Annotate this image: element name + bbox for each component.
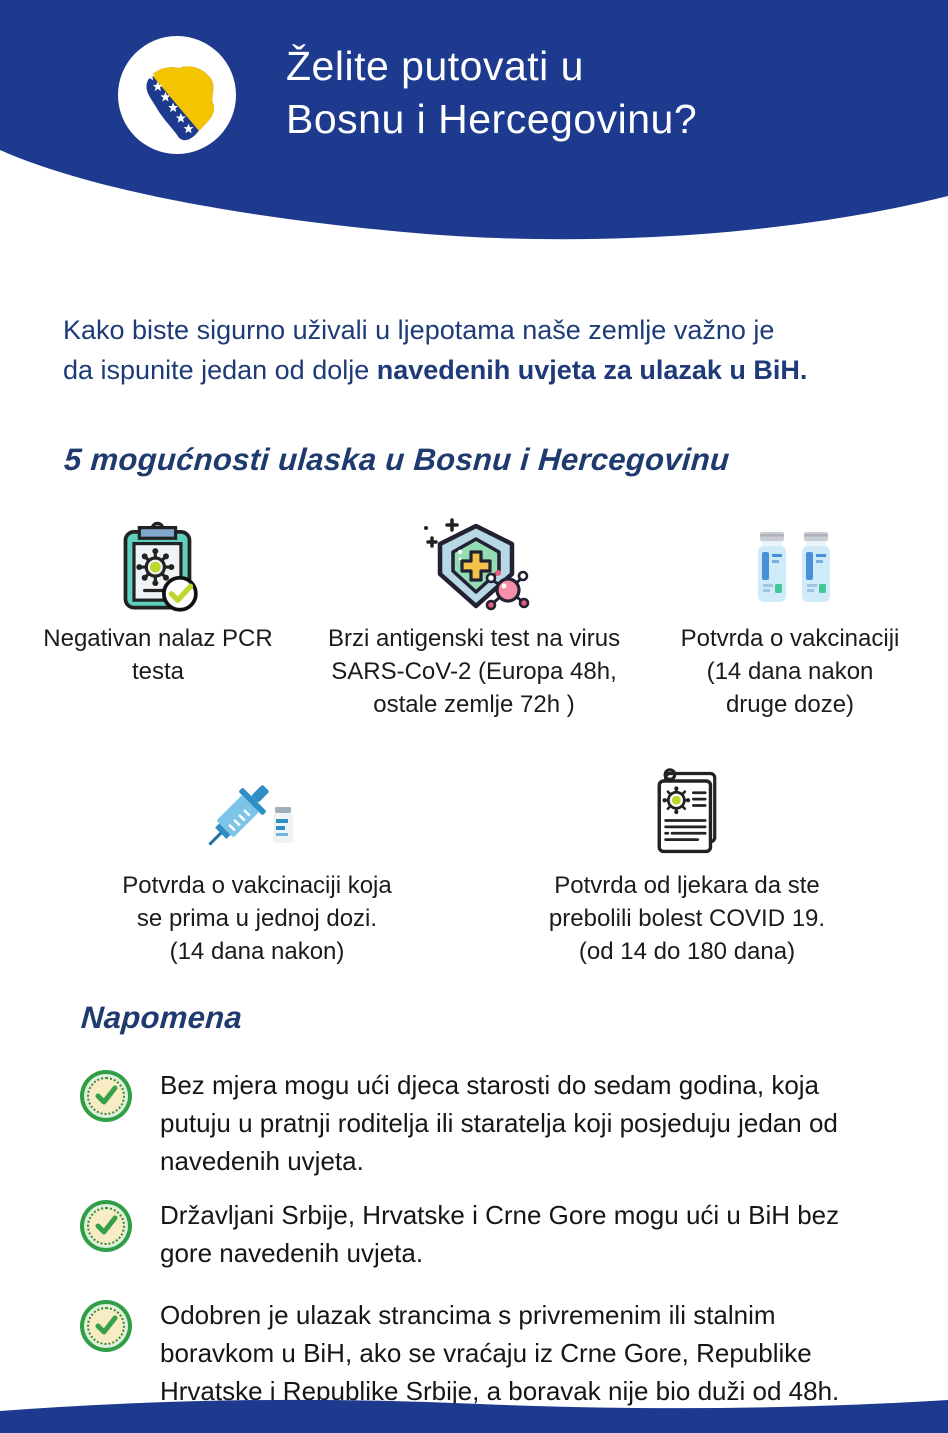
clipboard-pcr-test-icon: [112, 518, 204, 614]
bosnia-map-flag-icon: [129, 47, 225, 143]
option-caption: Potvrda o vakcinaciji (14 dana nakon druge doze): [680, 625, 900, 718]
vial-1: [758, 532, 786, 602]
options-row-1: [0, 512, 948, 721]
page-title-line2: Bosnu i Hercegovinu?: [286, 96, 698, 142]
bosnia-map-logo: [118, 36, 236, 154]
page-title: [286, 40, 697, 146]
options-heading: 5 mogućnosti ulaska u Bosnu i Hercegovinu: [63, 442, 731, 477]
check-badge-icon: [80, 1300, 132, 1352]
intro-line2: da ispunite jedan od dolje navedenih uvjeta za ulazak u BiH.: [63, 355, 808, 385]
shield-antigen-test-icon: [418, 514, 530, 614]
vial-2: [802, 532, 830, 602]
page-title-line1: Želite putovati u: [286, 43, 584, 89]
option-pcr-test: [0, 512, 316, 721]
syringe-vaccine-icon: [205, 761, 309, 861]
options-row-2: [0, 759, 948, 968]
note-item: [80, 1066, 888, 1180]
medical-certificate-icon: [644, 765, 730, 861]
note-text: Državljani Srbije, Hrvatske i Crne Gore mogu ući u BiH bez gore navedenih uvjeta.: [160, 1200, 840, 1268]
intro-line1: Kako biste sigurno uživali u ljepotama naše zemlje važno je: [63, 315, 775, 345]
intro-paragraph: [63, 310, 888, 390]
small-vial: [273, 807, 293, 843]
option-single-dose-vaccine: [42, 759, 472, 968]
notes-heading: Napomena: [80, 1000, 244, 1035]
footer-curved-background: [0, 1393, 948, 1433]
option-vaccination-two-doses: [632, 512, 948, 721]
option-caption: Potvrda o vakcinaciji koja se prima u jednoj dozi. (14 dana nakon): [122, 872, 392, 965]
note-text: Bez mjera mogu ući djeca starosti do sedam godina, koja putuju u pratnji roditelja ili staratelja koji posjeduju jedan od navedenih uvjeta.: [160, 1070, 838, 1176]
note-text: Odobren je ulazak strancima s privremenim ili stalnim boravkom u BiH, ako se vraćaju iz Crne Gore, Republike Hrvatske i Republike Srbije, a boravak nije bio duži od 48h.: [160, 1300, 840, 1406]
option-antigen-test: [316, 512, 632, 721]
check-badge-icon: [80, 1070, 132, 1122]
option-caption: Brzi antigenski test na virus SARS-CoV-2 (Europa 48h, ostale zemlje 72h ): [327, 625, 621, 718]
vaccine-vials-icon: [746, 526, 834, 614]
option-caption: Negativan nalaz PCR testa: [43, 625, 273, 685]
intro-line2-bold: navedenih uvjeta za ulazak u BiH.: [376, 355, 808, 385]
option-caption: Potvrda od ljekara da ste prebolili bolest COVID 19. (od 14 do 180 dana): [548, 872, 826, 965]
check-badge-icon: [80, 1200, 132, 1252]
header-banner: [0, 0, 948, 248]
option-recovery-certificate: [472, 759, 902, 968]
syringe: [205, 776, 278, 857]
note-item: [80, 1196, 888, 1272]
